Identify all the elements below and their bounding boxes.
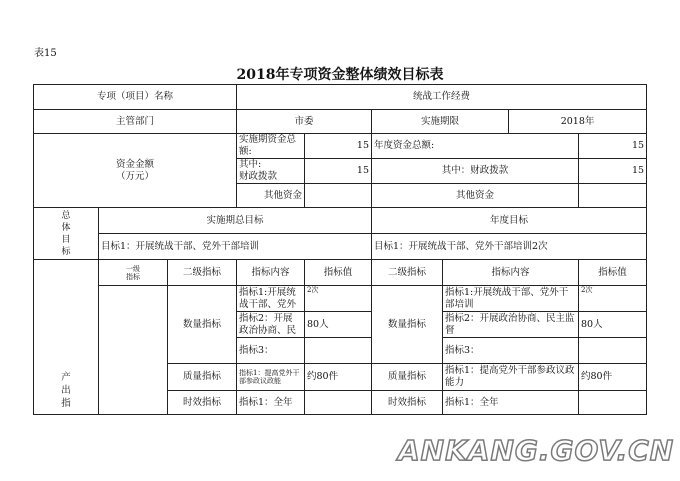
annual-fiscal-value: 15 bbox=[579, 159, 647, 184]
overall-goal-row bbox=[34, 234, 647, 260]
department-row bbox=[34, 110, 647, 134]
period-label: 实施期限 bbox=[372, 110, 509, 134]
content-header-left: 指标内容 bbox=[237, 260, 305, 286]
output-indicator-label: 产 出 指 bbox=[34, 260, 99, 415]
left-ql1-content: 指标1：提高党外干部参政议政能 bbox=[237, 364, 305, 391]
level1-header: 一级 指标 bbox=[99, 260, 168, 286]
fiscal-label: 其中: 财政拨款 bbox=[237, 159, 305, 184]
funds-total-row bbox=[34, 134, 647, 159]
right-t1-content: 指标1：全年 bbox=[443, 391, 579, 415]
right-q2-content: 指标2：开展政治协商、民主监督 bbox=[443, 312, 579, 338]
overall-goal-label: 总 体 目 标 bbox=[34, 208, 99, 260]
left-q3-content: 指标3： bbox=[237, 338, 305, 364]
left-ql1-value: 约80件 bbox=[305, 364, 372, 391]
project-name-row bbox=[34, 85, 647, 110]
quality-label-left: 质量指标 bbox=[168, 364, 237, 391]
period-value: 2018年 bbox=[509, 110, 647, 134]
left-t1-content: 指标1：全年 bbox=[237, 391, 305, 415]
annual-fiscal-label: 其中：财政拨款 bbox=[372, 159, 579, 184]
left-q1-value: 2次 bbox=[305, 286, 372, 312]
timeliness-label-left: 时效指标 bbox=[168, 391, 237, 415]
left-q1-content: 指标1:开展统战干部、党外 bbox=[237, 286, 305, 312]
site-watermark: ANKANG.GOV.CN bbox=[398, 434, 675, 467]
quality-label-right: 质量指标 bbox=[372, 364, 443, 391]
right-q1-content: 指标1:开展统战干部、党外干部培训 bbox=[443, 286, 579, 312]
right-q3-value bbox=[579, 338, 647, 364]
quantity-row-1 bbox=[34, 286, 647, 312]
left-q2-content: 指标2：开展政治协商、民 bbox=[237, 312, 305, 338]
dept-label: 主管部门 bbox=[34, 110, 237, 134]
right-q3-content: 指标3： bbox=[443, 338, 579, 364]
value-header-right: 指标值 bbox=[579, 260, 647, 286]
dept-value: 市委 bbox=[237, 110, 372, 134]
period-goal-header: 实施期总目标 bbox=[99, 208, 372, 234]
total-funds-label: 实施期资金总额: bbox=[237, 134, 305, 159]
right-q1-value: 2次 bbox=[579, 286, 647, 312]
annual-goal-text: 目标1：开展统战干部、党外干部培训2次 bbox=[372, 234, 647, 260]
total-funds-value: 15 bbox=[305, 134, 372, 159]
project-name-value: 统战工作经费 bbox=[237, 85, 647, 110]
fiscal-value: 15 bbox=[305, 159, 372, 184]
content-header-right: 指标内容 bbox=[443, 260, 579, 286]
page-title: 2018年专项资金整体绩效目标表 bbox=[236, 67, 444, 83]
other-funds-value bbox=[305, 184, 372, 208]
annual-other-label: 其他资金 bbox=[372, 184, 579, 208]
performance-goal-table bbox=[33, 84, 647, 415]
annual-funds-label: 年度资金总额: bbox=[372, 134, 579, 159]
level2-header-right: 二级指标 bbox=[372, 260, 443, 286]
funds-amount-label: 资金金额 （万元） bbox=[34, 134, 237, 208]
right-t1-value bbox=[579, 391, 647, 415]
value-header-left: 指标值 bbox=[305, 260, 372, 286]
indicator-header-row bbox=[34, 260, 647, 286]
left-q3-value bbox=[305, 338, 372, 364]
level1-blank-cell bbox=[99, 286, 168, 415]
project-name-label: 专项（项目）名称 bbox=[34, 85, 237, 110]
table-number-label: 表15 bbox=[34, 48, 57, 59]
annual-other-value bbox=[579, 184, 647, 208]
left-t1-value bbox=[305, 391, 372, 415]
right-q2-value: 80人 bbox=[579, 312, 647, 338]
quantity-label-left: 数量指标 bbox=[168, 286, 237, 364]
right-ql1-content: 指标1：提高党外干部参政议政能力 bbox=[443, 364, 579, 391]
left-q2-value: 80人 bbox=[305, 312, 372, 338]
overall-header-row bbox=[34, 208, 647, 234]
annual-funds-value: 15 bbox=[579, 134, 647, 159]
quantity-label-right: 数量指标 bbox=[372, 286, 443, 364]
level2-header-left: 二级指标 bbox=[168, 260, 237, 286]
other-funds-label: 其他资金 bbox=[237, 184, 305, 208]
period-goal-text: 目标1：开展统战干部、党外干部培训 bbox=[99, 234, 372, 260]
annual-goal-header: 年度目标 bbox=[372, 208, 647, 234]
right-ql1-value: 约80件 bbox=[579, 364, 647, 391]
timeliness-label-right: 时效指标 bbox=[372, 391, 443, 415]
